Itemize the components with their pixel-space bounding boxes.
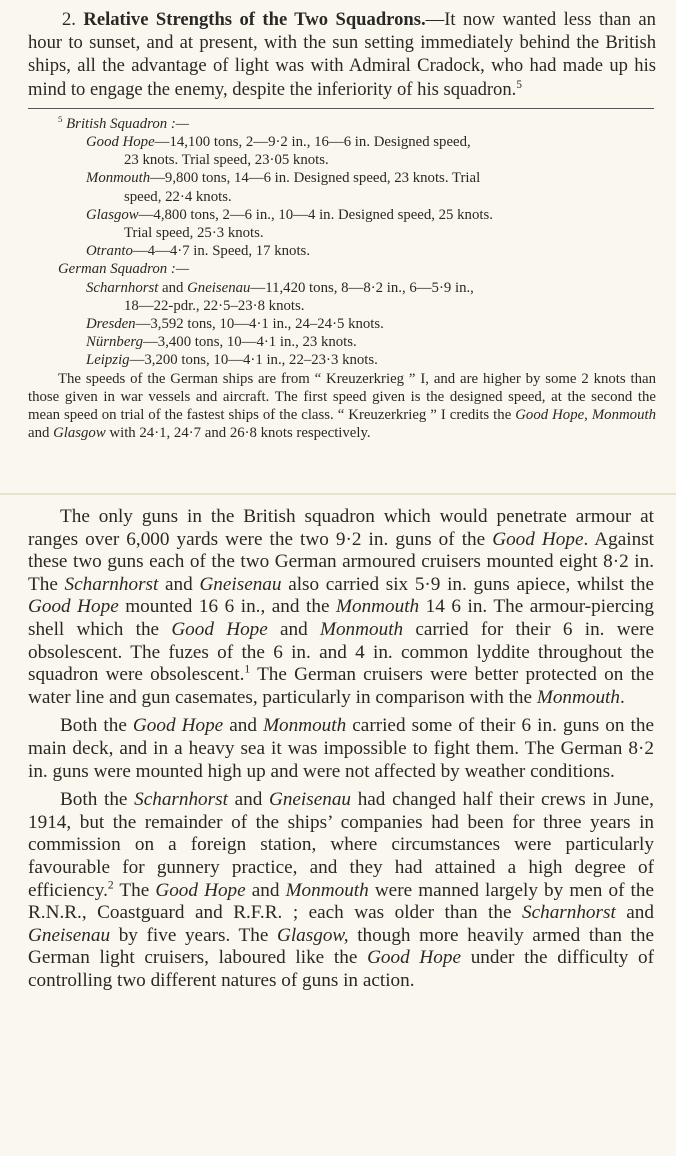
- body-text: [28, 506, 654, 998]
- footnote-ref: 1: [244, 663, 251, 676]
- body-paragraph: Both the Scharnhorst and Gneisenau had changed half their crews in June, 1914, but the remainder of the ships’ companies had been for three years in commission on a foreign station, where circumstances were particularly favourable for gunnery practice, and they had attained a high degree of efficiency.$^2$ The Good Hope and Monmouth were manned largely by men of the R.N.R., Coastguard and R.F.R. ; each was older than the Scharnhorst and Gneisenau by five years. The Glasgow, though more heavily armed than the German light cruisers, laboured like the Good Hope under the difficulty of controlling two different natures of guns in action.: [28, 789, 655, 991]
- ship-entry-cont: 23 knots. Trial speed, 23·05 knots.: [124, 152, 329, 169]
- ship-entry: Dresden—3,592 tons, 10—4·1 in., 24–24·5 knots.: [86, 316, 384, 333]
- ship-entry: Monmouth—9,800 tons, 14—6 in. Designed speed, 23 knots. Trial: [86, 170, 481, 187]
- section-paragraph: [28, 8, 656, 101]
- section-text: —It now wanted less than an hour to sunset, and at present, with the sun setting immediately behind the British ships, all the advantage of light was with Admiral Cradock, who had made up his mind to engage the enemy, despite the inferiority of his squadron.: [28, 9, 656, 100]
- ship-entry: Otranto—4—4·7 in. Speed, 17 knots.: [86, 243, 311, 260]
- ship-entry: Glasgow—4,800 tons, 2—6 in., 10—4 in. Designed speed, 25 knots.: [86, 206, 493, 223]
- german-squadron-label: German Squadron :—: [58, 261, 189, 278]
- footnote-ref: 5: [516, 78, 522, 91]
- ship-entry: Nürnberg—3,400 tons, 10—4·1 in., 23 knots.: [86, 334, 357, 351]
- body-paragraph: The only guns in the British squadron which would penetrate armour at ranges over 6,000 yards were the two 9·2 in. guns of the Good Hope. Against these two guns each of the two German armoured cruisers mounted eight 8·2 in. The Scharnhorst and Gneisenau also carried six 5·9 in. guns apiece, whilst the Good Hope mounted 16 6 in., and the Monmouth 14 6 in. The armour-piercing shell which the Good Hope and Monmouth carried for their 6 in. were obsolescent. The fuzes of the 6 in. and 4 in. common lyddite throughout the squadron were obsolescent.$^1$ The German cruisers were better protected on the water line and gun casemates, particularly in comparison with the Monmouth.: [28, 506, 655, 708]
- section-heading: Relative Strengths of the Two Squadrons.: [83, 9, 426, 30]
- ship-entry-cont: Trial speed, 25·3 knots.: [124, 225, 264, 242]
- footnote-ref: 2: [107, 879, 114, 892]
- footnote-note: The speeds of the German ships are from “ Kreuzerkrieg ” I, and are higher by some 2 knots than those given in war vessels and aircraft. The first speed given is the designed speed, at the second the mean speed on trial of the fastest ships of the class. “ Kreuzerkrieg ” I credits the Good Hope, Monmouth and Glasgow with 24·1, 24·7 and 26·8 knots respectively.: [28, 370, 656, 442]
- ship-entry: Scharnhorst and Gneisenau—11,420 tons, 8—8·2 in., 6—5·9 in.,: [86, 279, 474, 296]
- body-paragraph: Both the Good Hope and Monmouth carried some of their 6 in. guns on the main deck, and in a heavy sea it was impossible to fight them. The German 8·2 in. guns were mounted high up and were not affected by weather conditions.: [28, 715, 654, 782]
- ship-entry: Good Hope—14,100 tons, 2—9·2 in., 16—6 in. Designed speed,: [86, 134, 471, 151]
- section-block: [28, 8, 656, 442]
- footnote: [28, 115, 656, 443]
- ship-entry-cont: speed, 22·4 knots.: [124, 188, 232, 205]
- british-squadron-label: $^5$ British Squadron :—: [58, 113, 189, 132]
- footnote-divider: [28, 108, 654, 109]
- ship-entry-cont: 18—22-pdr., 22·5–23·8 knots.: [124, 297, 305, 314]
- page-divider: [0, 493, 676, 495]
- section-number: 2.: [62, 9, 76, 30]
- ship-entry: Leipzig—3,200 tons, 10—4·1 in., 22–23·3 knots.: [86, 352, 378, 369]
